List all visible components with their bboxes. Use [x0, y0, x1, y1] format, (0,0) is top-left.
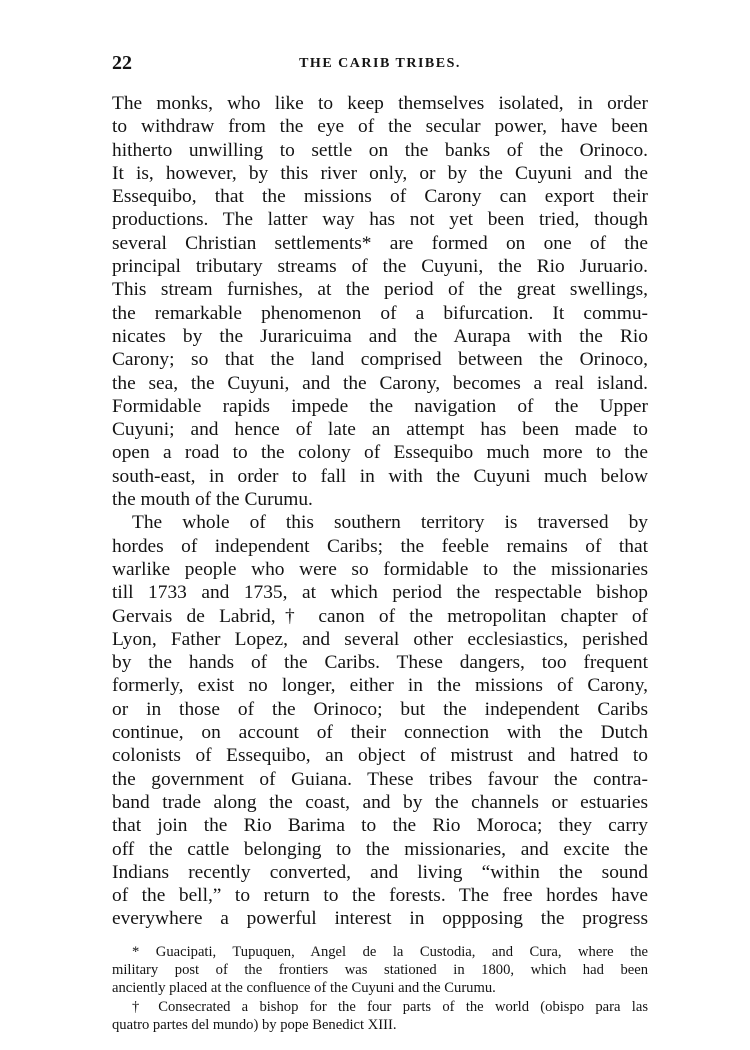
text-line: This stream furnishes, at the period of the great swellings, — [112, 279, 648, 301]
text-line: The whole of this southern territory is traversed by — [132, 512, 648, 534]
text-line: the remarkable phenomenon of a bifurcation. It commu- — [112, 302, 648, 324]
text-line: by the hands of the Caribs. These dangers, too frequent — [112, 652, 648, 674]
text-line: the sea, the Cuyuni, and the Carony, becomes a real island. — [112, 372, 648, 394]
footnote-line: anciently placed at the confluence of the Cuyuni and the Curumu. — [112, 980, 496, 997]
text-line: open a road to the colony of Essequibo much more to the — [112, 442, 648, 464]
text-line: continue, on account of their connection with the Dutch — [112, 722, 648, 744]
text-line: that join the Rio Barima to the Rio Moroca; they carry — [112, 815, 648, 837]
running-head — [112, 52, 648, 80]
footnote-1 — [112, 943, 648, 998]
text-line: Cuyuni; and hence of late an attempt has been made to — [112, 419, 648, 441]
text-line: Indians recently converted, and living “within the sound — [112, 861, 648, 883]
footnote-line: military post of the frontiers was stationed in 1800, which had been — [112, 962, 648, 979]
text-line: Lyon, Father Lopez, and several other ecclesiastics, perished — [112, 628, 648, 650]
footnote-line: * Guacipati, Tupuquen, Angel de la Custodia, and Cura, where the — [132, 943, 648, 960]
text-line: colonists of Essequibo, an object of mistrust and hatred to — [112, 745, 648, 767]
running-title: THE CARIB TRIBES. — [299, 56, 461, 71]
paragraph-2 — [112, 511, 648, 930]
text-line: of the bell,” to return to the forests. The free hordes have — [112, 885, 648, 907]
footnote-2 — [112, 998, 648, 1035]
footnote-line: † Consecrated a bishop for the four parts of the world (obispo para las — [132, 998, 648, 1015]
body-text — [112, 92, 648, 931]
text-line: It is, however, by this river only, or by the Cuyuni and the — [112, 162, 648, 184]
text-line: band trade along the coast, and by the channels or estuaries — [112, 791, 648, 813]
text-line: The monks, who like to keep themselves isolated, in order — [112, 93, 648, 114]
footnote-line: quatro partes del mundo) by pope Benedict XIII. — [112, 1017, 397, 1034]
text-line: off the cattle belonging to the missionaries, and excite the — [112, 838, 648, 860]
paragraph-1 — [112, 92, 648, 511]
book-page — [112, 52, 648, 1035]
text-line: Formidable rapids impede the navigation of the Upper — [112, 395, 648, 417]
text-line: south-east, in order to fall in with the Cuyuni much below — [112, 465, 648, 487]
text-line: hordes of independent Caribs; the feeble remains of that — [112, 535, 648, 557]
page-number: 22 — [112, 52, 132, 74]
text-line: several Christian settlements* are formed on one of the — [112, 232, 648, 254]
text-line: principal tributary streams of the Cuyuni, the Rio Juruario. — [112, 256, 648, 278]
text-line: nicates by the Juraricuima and the Aurapa with the Rio — [112, 325, 648, 347]
text-line: formerly, exist no longer, either in the missions of Carony, — [112, 675, 648, 697]
text-line: Essequibo, that the missions of Carony can export their — [112, 186, 648, 208]
text-line: Gervais de Labrid,† canon of the metropolitan chapter of — [112, 605, 648, 627]
text-line: hitherto unwilling to settle on the banks of the Orinoco. — [112, 139, 648, 161]
text-line: Carony; so that the land comprised between the Orinoco, — [112, 349, 648, 371]
text-line: or in those of the Orinoco; but the independent Caribs — [112, 698, 648, 720]
text-line: warlike people who were so formidable to the missionaries — [112, 558, 648, 580]
text-line: productions. The latter way has not yet been tried, though — [112, 209, 648, 231]
text-line: till 1733 and 1735, at which period the respectable bishop — [112, 582, 648, 604]
text-line: the mouth of the Curumu. — [112, 489, 313, 511]
footnotes — [112, 943, 648, 1035]
text-line: everywhere a powerful interest in oppposing the progress — [112, 908, 648, 930]
text-line: the government of Guiana. These tribes favour the contra- — [112, 768, 648, 790]
text-line: to withdraw from the eye of the secular power, have been — [112, 116, 648, 138]
